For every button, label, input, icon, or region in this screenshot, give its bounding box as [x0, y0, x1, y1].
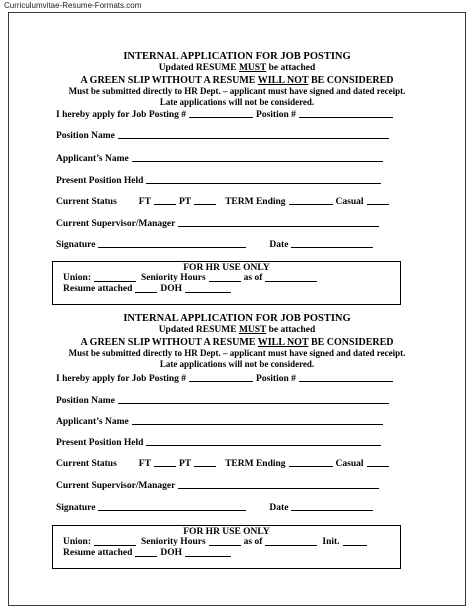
present-position-label: Present Position Held — [56, 438, 144, 448]
applicant-name-label: Applicant’s Name — [56, 417, 129, 427]
resume-attached-line — [53, 284, 400, 295]
casual-label: Casual — [335, 197, 364, 207]
current-status-label: Current Status — [56, 197, 117, 207]
late-note: Late applications will not be considered. — [159, 96, 315, 107]
supervisor-field[interactable] — [178, 488, 379, 489]
pt-label: PT — [178, 197, 192, 207]
signature-row — [56, 240, 416, 250]
term-ending-label: TERM Ending — [225, 197, 286, 207]
submission-note: Must be submitted directly to HR Dept. – applicant must have signed and dated receipt. — [68, 348, 406, 359]
form-heading — [0, 313, 474, 370]
supervisor-label: Current Supervisor/Manager — [56, 481, 176, 491]
seniority-hours-field[interactable] — [209, 281, 241, 282]
present-position-row — [56, 176, 416, 186]
hr-box-title: FOR HR USE ONLY — [183, 527, 270, 537]
union-field[interactable] — [94, 545, 136, 546]
supervisor-field[interactable] — [178, 226, 379, 227]
present-position-row — [56, 438, 416, 448]
doh-field[interactable] — [185, 292, 231, 293]
resume-attached-label: Resume attached — [63, 548, 133, 558]
init-label: Init. — [322, 537, 340, 547]
union-label: Union: — [63, 273, 91, 283]
position-name-row — [56, 131, 416, 141]
applicant-name-field[interactable] — [132, 424, 383, 425]
signature-field[interactable] — [98, 247, 246, 248]
ft-field[interactable] — [154, 466, 176, 467]
current-status-row — [56, 459, 416, 469]
job-posting-label: I hereby apply for Job Posting # — [56, 374, 187, 384]
casual-field[interactable] — [367, 466, 389, 467]
resume-attached-field[interactable] — [135, 556, 157, 557]
supervisor-label: Current Supervisor/Manager — [56, 219, 176, 229]
current-status-label: Current Status — [56, 459, 117, 469]
union-field[interactable] — [94, 281, 136, 282]
position-number-label: Position # — [256, 110, 296, 120]
ft-label: FT — [138, 197, 151, 207]
pt-label: PT — [178, 459, 192, 469]
date-label: Date — [269, 503, 289, 513]
applicant-name-field[interactable] — [132, 161, 383, 162]
current-status-row — [56, 197, 416, 207]
job-posting-field[interactable] — [189, 381, 253, 382]
applicant-name-label: Applicant’s Name — [56, 154, 129, 164]
casual-label: Casual — [335, 459, 364, 469]
term-ending-field[interactable] — [289, 466, 333, 467]
doh-label: DOH — [160, 548, 183, 558]
doh-label: DOH — [160, 284, 183, 294]
position-number-label: Position # — [256, 374, 296, 384]
union-line — [53, 273, 400, 284]
resume-attached-label: Resume attached — [63, 284, 133, 294]
job-posting-field[interactable] — [189, 117, 253, 118]
applicant-name-row — [56, 154, 416, 164]
ft-field[interactable] — [154, 204, 176, 205]
signature-label: Signature — [56, 503, 96, 513]
green-slip-warning: A GREEN SLIP WITHOUT A RESUME WILL NOT BE CONSIDERED — [80, 74, 394, 86]
resume-requirement: Updated RESUME MUST be attached — [158, 325, 316, 336]
casual-field[interactable] — [367, 204, 389, 205]
form-title: INTERNAL APPLICATION FOR JOB POSTING — [123, 51, 351, 62]
term-ending-label: TERM Ending — [225, 459, 286, 469]
job-posting-row — [56, 110, 416, 120]
late-note: Late applications will not be considered. — [159, 358, 315, 369]
source-watermark: Curriculumvitae-Resume-Formats.com — [4, 1, 142, 10]
union-label: Union: — [63, 537, 91, 547]
init-field[interactable] — [343, 545, 367, 546]
union-line — [53, 537, 400, 548]
seniority-hours-label: Seniority Hours — [140, 537, 206, 547]
pt-field[interactable] — [194, 466, 216, 467]
hr-use-box — [52, 261, 401, 305]
date-label: Date — [269, 240, 289, 250]
date-field[interactable] — [291, 247, 373, 248]
job-posting-row — [56, 374, 416, 384]
present-position-label: Present Position Held — [56, 176, 144, 186]
submission-note: Must be submitted directly to HR Dept. – applicant must have signed and dated receipt. — [68, 86, 406, 97]
form-title: INTERNAL APPLICATION FOR JOB POSTING — [123, 313, 351, 324]
as-of-field[interactable] — [265, 545, 317, 546]
position-number-field[interactable] — [299, 117, 393, 118]
applicant-name-row — [56, 417, 416, 427]
resume-attached-line — [53, 548, 400, 559]
green-slip-warning: A GREEN SLIP WITHOUT A RESUME WILL NOT BE CONSIDERED — [80, 336, 394, 348]
as-of-label: as of — [243, 537, 263, 547]
as-of-field[interactable] — [265, 281, 317, 282]
resume-requirement: Updated RESUME MUST be attached — [158, 63, 316, 74]
signature-field[interactable] — [98, 510, 246, 511]
form-heading — [0, 51, 474, 108]
position-name-field[interactable] — [118, 403, 389, 404]
job-posting-label: I hereby apply for Job Posting # — [56, 110, 187, 120]
hr-use-box — [52, 525, 401, 569]
hr-box-title: FOR HR USE ONLY — [183, 263, 270, 273]
ft-label: FT — [138, 459, 151, 469]
doh-field[interactable] — [185, 556, 231, 557]
supervisor-row — [56, 481, 416, 491]
supervisor-row — [56, 219, 416, 229]
position-name-row — [56, 396, 416, 406]
position-name-label: Position Name — [56, 131, 115, 141]
signature-label: Signature — [56, 240, 96, 250]
as-of-label: as of — [243, 273, 263, 283]
position-name-field[interactable] — [118, 138, 389, 139]
date-field[interactable] — [291, 510, 373, 511]
seniority-hours-field[interactable] — [209, 545, 241, 546]
term-ending-field[interactable] — [289, 204, 333, 205]
present-position-field[interactable] — [146, 445, 381, 446]
position-number-field[interactable] — [299, 381, 393, 382]
signature-row — [56, 503, 416, 513]
position-name-label: Position Name — [56, 396, 115, 406]
present-position-field[interactable] — [146, 183, 381, 184]
pt-field[interactable] — [194, 204, 216, 205]
resume-attached-field[interactable] — [135, 292, 157, 293]
seniority-hours-label: Seniority Hours — [140, 273, 206, 283]
